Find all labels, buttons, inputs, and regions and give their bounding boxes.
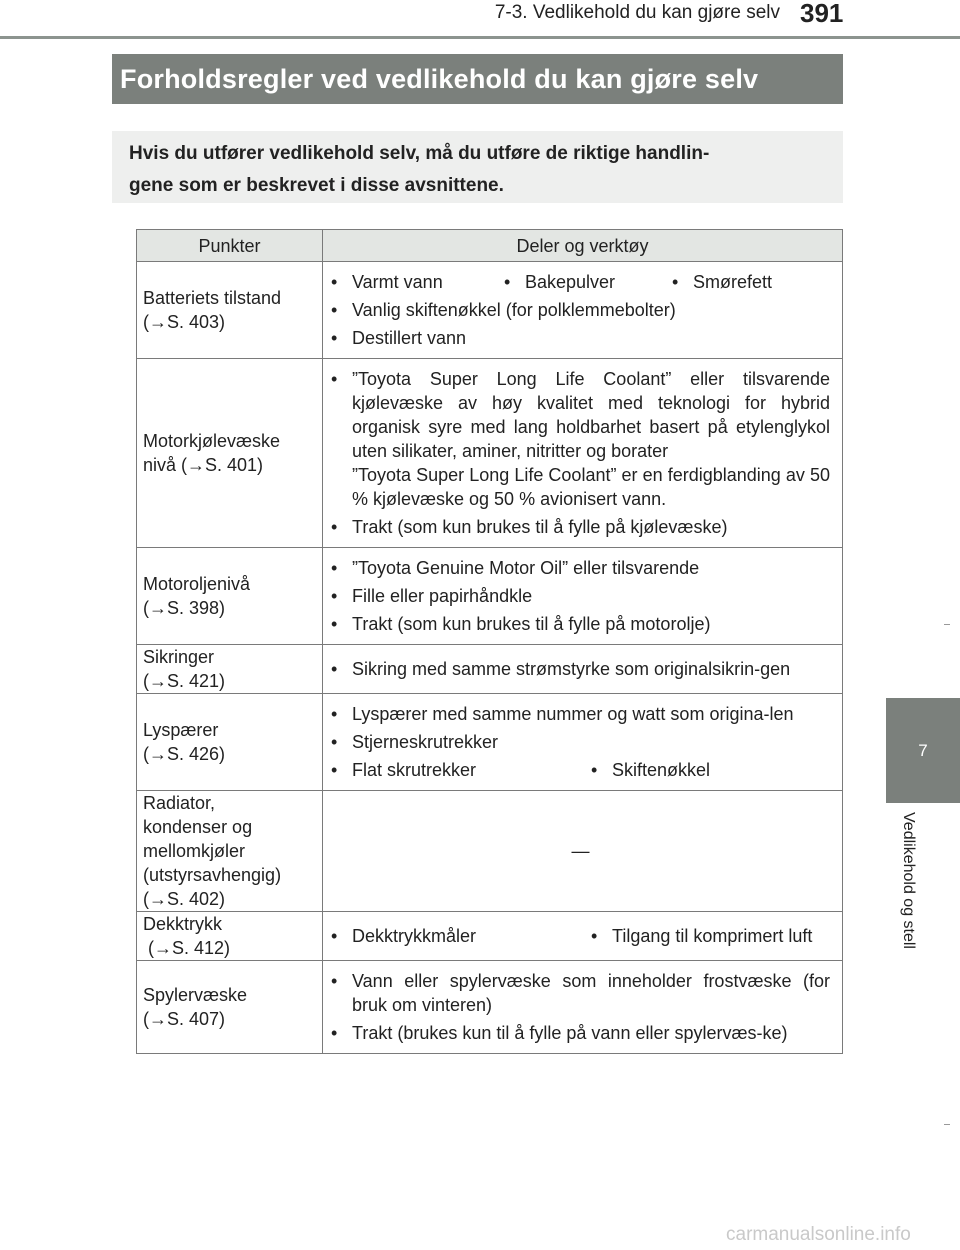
bullet-icon: • [331,369,338,389]
list-item: • Bakepulver [504,272,616,292]
bullet-icon: • [331,971,338,991]
parts-cell [323,961,843,1054]
page-number: 391 [800,0,844,28]
table-header-row [137,230,843,262]
table-row [137,359,843,548]
parts-cell [323,359,843,548]
chapter-label: Vedlikehold og stell [900,812,917,949]
parts-cell [323,548,843,645]
item-name: Lyspærer [143,720,219,740]
item-cell [137,694,323,791]
bullet-icon: • [331,760,338,780]
bullet-icon: • [331,926,338,946]
list-item: • Vanlig skiftenøkkel (for polklemmebolter) [331,300,676,320]
item-page-ref: (→S. 402) [143,889,226,909]
parts-cell [323,262,843,359]
bullet-icon: • [672,272,679,292]
list-item: • Tilgang til komprimert luft [591,926,813,946]
parts-cell [323,912,843,961]
bullet-icon: • [331,732,338,752]
table-row [137,645,843,694]
list-item: • Varmt vann [331,272,443,292]
chapter-number: 7 [918,741,928,760]
bullet-icon: • [331,558,338,578]
item-page-ref: (→S. 398) [143,598,226,618]
item-name: Batteriets tilstand [143,288,282,308]
parts-cell [323,645,843,694]
table-row [137,262,843,359]
bullet-icon: • [591,926,598,946]
list-item: • Sikring med samme strømstyrke som originalsikrin-gen [331,659,791,679]
intro-line: gene som er beskrevet i disse avsnittene. [129,175,504,196]
parts-cell [323,791,843,912]
bullet-icon: • [331,272,338,292]
list-item: • Fille eller papirhåndkle [331,586,533,606]
list-item: • Trakt (brukes kun til å fylle på vann eller spylervæs-ke) [331,1023,788,1043]
section-title: Forholdsregler ved vedlikehold du kan gjøre selv [112,54,843,104]
intro-box [112,131,843,203]
bullet-icon: • [331,704,338,724]
bullet-group [331,270,830,294]
bullet-icon: • [331,659,338,679]
empty-dash: — [571,841,590,861]
table-row [137,548,843,645]
list-item: • Smørefett [672,272,773,292]
bullet-icon: • [331,586,338,606]
item-name: Radiator, [143,793,216,813]
table-row [137,912,843,961]
list-item: • Lyspærer med samme nummer og watt som origina-len [331,704,794,724]
header-rule [0,36,960,39]
list-item: • Destillert vann [331,328,467,348]
item-name: (utstyrsavhengig) [143,865,282,885]
edge-tick [944,624,950,625]
column-header-parts: Deler og verktøy [323,230,843,262]
list-item [331,367,830,511]
bullet-icon: • [331,517,338,537]
item-name: kondenser og [143,817,253,837]
item-page-ref: (→S. 421) [143,671,226,691]
list-item: • Trakt (som kun brukes til å fylle på motorolje) [331,614,711,634]
list-item: • Stjerneskrutrekker [331,732,499,752]
bullet-icon: • [331,300,338,320]
item-name: Motoroljenivå [143,574,251,594]
header-section-title: 7-3. Vedlikehold du kan gjøre selv [494,2,780,23]
bullet-icon: • [591,760,598,780]
table-row [137,791,843,912]
item-name: Dekktrykk [143,914,223,934]
list-item: • Vann eller spylervæske som inneholder frostvæske (for bruk om vinteren) [331,971,830,1015]
column-header-items: Punkter [137,230,323,262]
item-name: mellomkjøler [143,841,246,861]
item-cell [137,645,323,694]
bullet-group [331,758,830,782]
list-item: • ”Toyota Genuine Motor Oil” eller tilsvarende [331,558,700,578]
item-cell [137,912,323,961]
list-item: • Dekktrykkmåler [331,926,477,946]
bullet-icon: • [331,1023,338,1043]
intro-line: Hvis du utfører vedlikehold selv, må du utføre de riktige handlin- [129,143,710,164]
maintenance-tools-table [136,229,843,1054]
table-row [137,961,843,1054]
list-item: • Skiftenøkkel [591,760,711,780]
chapter-tab [886,698,960,803]
bullet-icon: • [504,272,511,292]
item-page-ref: nivå (→S. 401) [143,455,264,475]
item-page-ref: (→S. 403) [143,312,226,332]
list-item: • Flat skrutrekker [331,760,477,780]
coolant-spec: ”Toyota Super Long Life Coolant” eller tilsvarende kjølevæske av høy kvalitet med teknologi for hybrid organisk syre med lang holdbarhet basert på etylenglykol uten silikater, aminer, nitritter og borater [352,369,830,461]
item-cell [137,961,323,1054]
list-item: • Trakt (som kun brukes til å fylle på kjølevæske) [331,517,728,537]
item-name: Motorkjølevæske [143,431,281,451]
item-name: Sikringer [143,647,215,667]
bullet-icon: • [331,614,338,634]
coolant-note: ”Toyota Super Long Life Coolant” er en ferdigblanding av 50 % kjølevæske og 50 % avionisert vann. [352,465,830,509]
item-page-ref: (→S. 426) [143,744,226,764]
item-page-ref: (→S. 412) [143,938,231,958]
item-cell [137,548,323,645]
item-cell [137,791,323,912]
item-page-ref: (→S. 407) [143,1009,226,1029]
edge-tick [944,1124,950,1125]
table-row [137,694,843,791]
parts-cell [323,694,843,791]
bullet-icon: • [331,328,338,348]
watermark: carmanualsonline.info [726,1224,911,1245]
item-name: Spylervæske [143,985,248,1005]
bullet-group [331,924,830,948]
item-cell [137,359,323,548]
item-cell [137,262,323,359]
